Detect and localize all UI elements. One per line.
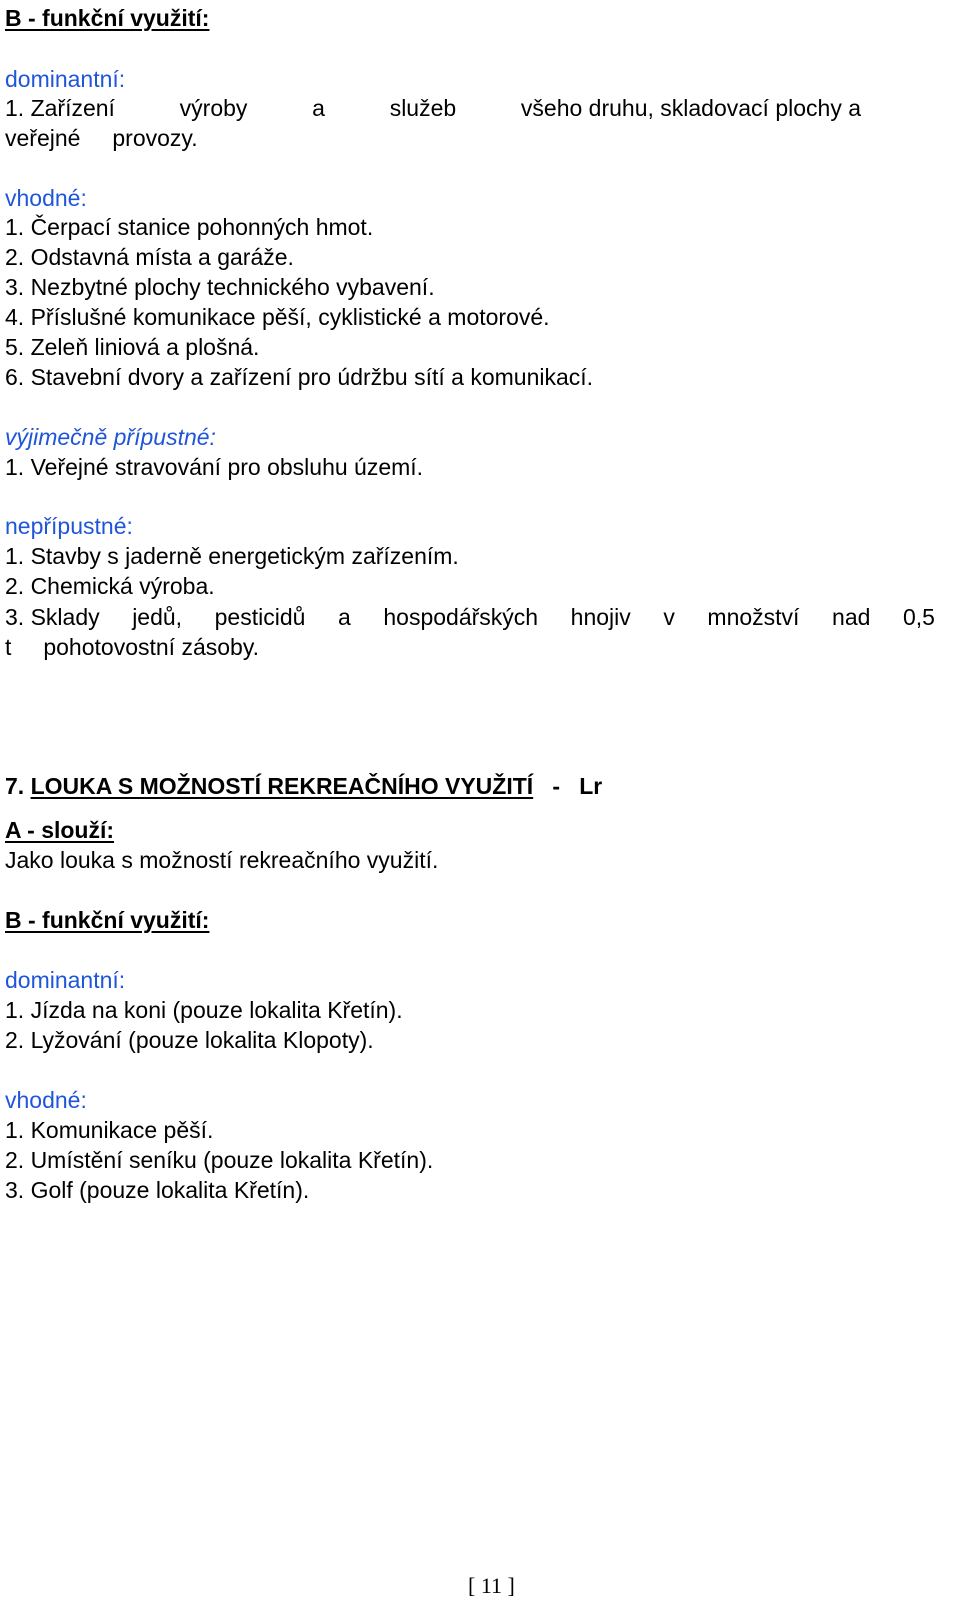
page-number: [ 11 ] <box>468 1573 515 1598</box>
section-number: 7. <box>5 773 25 799</box>
dominant-label: dominantní: <box>5 66 126 92</box>
suitable-item: 3. Golf (pouze lokalita Křetín). <box>5 1177 310 1203</box>
suitable-item: 3. Nezbytné plochy technického vybavení. <box>5 274 435 300</box>
suitable-item: 4. Příslušné komunikace pěší, cyklistické a motorové. <box>5 304 550 330</box>
functional-use-heading: B - funkční využití: <box>5 5 210 31</box>
suitable-item: 1. Komunikace pěší. <box>5 1117 214 1143</box>
dominant-item-1-line2: veřejné provozy. <box>5 125 198 151</box>
suitable-item: 6. Stavební dvory a zařízení pro údržbu sítí a komunikací. <box>5 364 594 390</box>
exceptional-label: výjimečně přípustné: <box>5 424 216 450</box>
serves-text: Jako louka s možností rekreačního využití. <box>5 847 439 873</box>
prohibited-item-3-line2: t pohotovostní zásoby. <box>5 634 259 660</box>
section-7-title <box>5 772 602 800</box>
functional-use-heading: B - funkční využití: <box>5 907 210 933</box>
dominant-label: dominantní: <box>5 967 126 993</box>
suitable-item: 2. Umístění seníku (pouze lokalita Křetín). <box>5 1147 434 1173</box>
dominant-item: 1. Jízda na koni (pouze lokalita Křetín). <box>5 997 403 1023</box>
prohibited-item: 2. Chemická výroba. <box>5 573 215 599</box>
suitable-label: vhodné: <box>5 1087 87 1113</box>
suitable-label: vhodné: <box>5 185 87 211</box>
dominant-item-1-line1: 1. Zařízení výroby a služeb všeho druhu, skladovací plochy a <box>5 95 861 121</box>
prohibited-label: nepřípustné: <box>5 513 133 539</box>
suitable-item: 2. Odstavná místa a garáže. <box>5 244 294 270</box>
section-title: LOUKA S MOŽNOSTÍ REKREAČNÍHO VYUŽITÍ <box>30 773 534 799</box>
serves-heading: A - slouží: <box>5 817 115 843</box>
dominant-item: 2. Lyžování (pouze lokalita Klopoty). <box>5 1027 374 1053</box>
suitable-item: 1. Čerpací stanice pohonných hmot. <box>5 214 374 240</box>
prohibited-item-3-line1: 3. Sklady jedů, pesticidů a hospodářských hnojiv v množství nad 0,5 <box>5 604 935 630</box>
section-code: - Lr <box>539 773 603 799</box>
exceptional-item: 1. Veřejné stravování pro obsluhu území. <box>5 454 424 480</box>
suitable-item: 5. Zeleň liniová a plošná. <box>5 334 260 360</box>
prohibited-item: 1. Stavby s jaderně energetickým zařízením. <box>5 543 459 569</box>
